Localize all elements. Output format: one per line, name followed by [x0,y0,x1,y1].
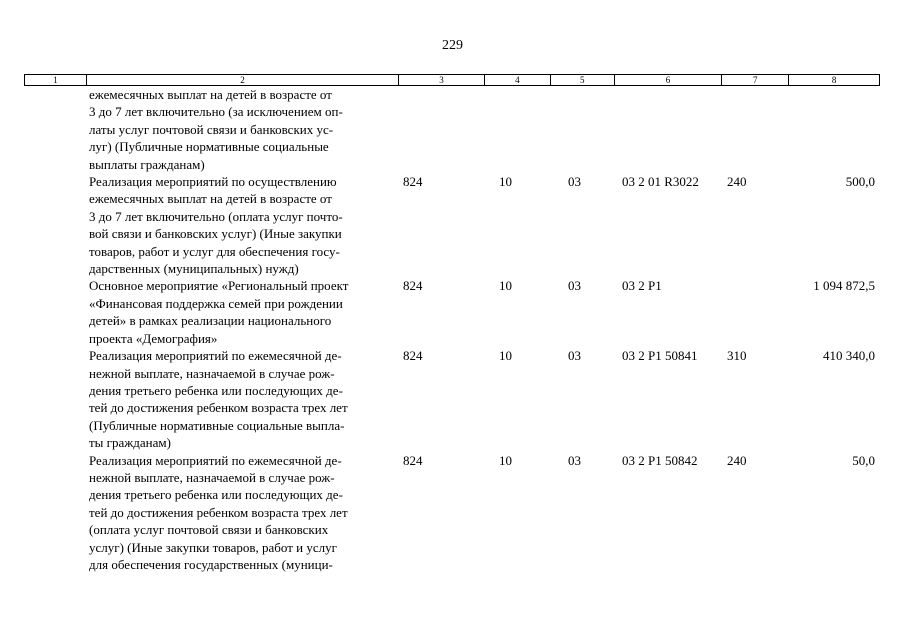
cell-expense-type: 310 [727,348,747,364]
column-header-3: 3 [398,75,484,85]
cell-section: 10 [499,348,512,364]
description-line: 3 до 7 лет включительно (оплата услуг почто- [89,208,343,224]
cell-ministry-code: 824 [403,348,423,364]
cell-expense-type: 240 [727,174,747,190]
column-header-6: 6 [614,75,722,85]
cell-ministry-code: 824 [403,452,423,468]
cell-subsection: 03 [568,348,581,364]
description-line: для обеспечения государственных (муници- [89,556,333,572]
cell-section: 10 [499,278,512,294]
table-row [24,277,880,347]
cell-amount: 1 094 872,5 [813,278,875,294]
cell-ministry-code [398,86,484,173]
page-number: 229 [442,38,463,53]
column-header-8: 8 [788,75,879,85]
description-line: «Финансовая поддержка семей при рождении [89,295,343,311]
budget-table [24,74,880,573]
cell-section [484,86,550,173]
cell-target-article: 03 2 P1 50842 [622,452,698,468]
description-line: вой связи и банковских услуг) (Иные закупки [89,226,342,242]
description-line: ежемесячных выплат на детей в возрасте от [89,87,332,102]
table-row [24,452,880,574]
cell-expense-type: 240 [727,452,747,468]
cell-subsection: 03 [568,174,581,190]
description-line: тей до достижения ребенком возраста трех лет [89,504,348,520]
cell-col1 [24,277,85,347]
cell-subsection [550,86,614,173]
cell-description [85,347,398,451]
cell-ministry-code: 824 [403,174,423,190]
cell-section: 10 [499,174,512,190]
cell-amount: 500,0 [845,174,875,190]
cell-target-article [614,86,722,173]
description-line: нежной выплате, назначаемой в случае рож- [89,469,335,485]
cell-col1 [24,452,85,574]
column-header-2: 2 [86,75,398,85]
description-line: тей до достижения ребенком возраста трех лет [89,400,348,416]
column-header-7: 7 [721,75,788,85]
description-line: 3 до 7 лет включительно (за исключением оп- [89,104,343,120]
description-line: детей» в рамках реализации национального [89,313,332,329]
cell-target-article: 03 2 P1 [622,278,662,294]
cell-description [85,277,398,347]
description-line: Реализация мероприятий по осуществлению [89,174,337,190]
description-line: дарственных (муниципальных) нужд) [89,261,299,277]
description-line: дения третьего ребенка или последующих де- [89,487,343,503]
column-header-5: 5 [550,75,614,85]
description-line: (оплата услуг почтовой связи и банковских [89,522,329,538]
table-row [24,347,880,451]
description-line: Реализация мероприятий по ежемесячной де- [89,348,342,364]
description-line: (Публичные нормативные социальные выпла- [89,417,345,433]
cell-section: 10 [499,452,512,468]
description-line: латы услуг почтовой связи и банковских ус- [89,121,334,137]
cell-col1 [24,347,85,451]
cell-description [85,452,398,574]
cell-col1 [24,86,85,173]
cell-target-article: 03 2 01 R3022 [622,174,699,190]
description-line: товаров, работ и услуг для обеспечения госу- [89,243,340,259]
cell-description [85,173,398,277]
column-header-1: 1 [53,75,58,85]
description-line: ежемесячных выплат на детей в возрасте от [89,191,332,207]
cell-description [85,86,398,173]
cell-ministry-code: 824 [403,278,423,294]
description-line: выплаты гражданам) [89,156,205,172]
description-line: проекта «Демография» [89,330,218,346]
description-line: ты гражданам) [89,435,171,451]
cell-amount [789,86,880,173]
description-line: нежной выплате, назначаемой в случае рож- [89,365,335,381]
column-number-header [24,74,880,86]
description-line: услуг) (Иные закупки товаров, работ и услуг [89,539,337,555]
table-row [24,86,880,173]
cell-subsection: 03 [568,452,581,468]
description-line: луг) (Публичные нормативные социальные [89,139,329,155]
cell-amount: 410 340,0 [823,348,875,364]
table-body [24,86,880,573]
cell-expense-type [722,86,789,173]
column-header-4: 4 [484,75,550,85]
cell-amount: 50,0 [852,452,875,468]
description-line: Реализация мероприятий по ежемесячной де- [89,452,342,468]
cell-col1 [24,173,85,277]
description-line: дения третьего ребенка или последующих де- [89,382,343,398]
cell-expense-type [722,277,789,347]
description-line: Основное мероприятие «Региональный проект [89,278,349,294]
cell-target-article: 03 2 P1 50841 [622,348,698,364]
cell-subsection: 03 [568,278,581,294]
table-row [24,173,880,277]
